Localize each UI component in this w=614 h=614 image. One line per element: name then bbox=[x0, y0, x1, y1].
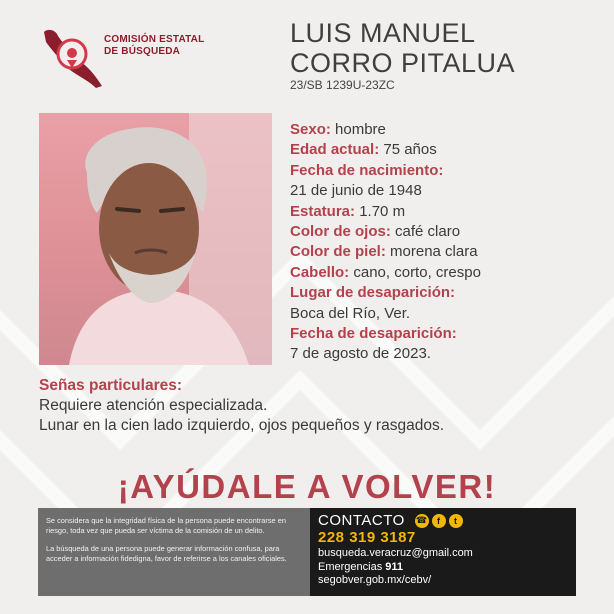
name-line2: CORRO PITALUA bbox=[290, 48, 516, 78]
distinguishing-marks bbox=[39, 376, 599, 436]
disclaimer-p1: Se considera que la integridad física de la persona puede encontrarse en riesgo, toda vez que pueda ser víctima de la comisión de un delito. bbox=[46, 516, 286, 535]
senas-label: Señas particulares: bbox=[39, 377, 183, 394]
logo-text bbox=[104, 34, 204, 58]
fecha-value: 7 de agosto de 2023. bbox=[290, 345, 431, 363]
emergency-line bbox=[318, 561, 568, 575]
emergencias-number[interactable]: 911 bbox=[385, 560, 404, 573]
senas-line1: Requiere atención especializada. bbox=[39, 397, 268, 414]
disclaimer bbox=[38, 508, 310, 596]
nacimiento-value: 21 de junio de 1948 bbox=[290, 182, 422, 200]
emergencias-label: Emergencias bbox=[318, 560, 383, 573]
logo-line1: COMISIÓN ESTATAL bbox=[104, 34, 205, 45]
contact-phone[interactable]: 228 319 3187 bbox=[318, 529, 416, 546]
edad-value: 75 años bbox=[383, 141, 437, 159]
logo bbox=[38, 24, 218, 94]
piel-label: Color de piel: bbox=[290, 243, 386, 261]
sexo-label: Sexo: bbox=[290, 121, 331, 138]
detail-estatura bbox=[290, 202, 600, 222]
edad-label: Edad actual: bbox=[290, 141, 380, 159]
detail-ojos bbox=[290, 222, 600, 242]
call-to-action: ¡AYÚDALE A VOLVER! bbox=[117, 468, 497, 505]
estatura-label: Estatura: bbox=[290, 202, 356, 220]
contact-email[interactable]: busqueda.veracruz@gmail.com bbox=[318, 547, 473, 559]
senas-line2: Lunar en la cien lado izquierdo, ojos pequeños y rasgados. bbox=[39, 417, 444, 434]
sexo-value: hombre bbox=[335, 121, 386, 138]
estatura-value: 1.70 m bbox=[359, 202, 406, 220]
detail-sexo bbox=[290, 120, 600, 140]
contact-website[interactable]: segobver.gob.mx/cebv/ bbox=[318, 574, 432, 586]
lugar-label: Lugar de desaparición: bbox=[290, 284, 456, 302]
fecha-label: Fecha de desaparición: bbox=[290, 325, 457, 343]
facebook-icon[interactable]: f bbox=[432, 514, 446, 528]
nacimiento-label: Fecha de nacimiento: bbox=[290, 161, 444, 179]
veracruz-map-icon bbox=[38, 24, 108, 94]
cabello-value: cano, corto, crespo bbox=[353, 263, 481, 281]
logo-line2: DE BÚSQUEDA bbox=[104, 46, 181, 57]
twitter-icon[interactable]: t bbox=[449, 514, 463, 528]
footer bbox=[38, 508, 576, 596]
detail-cabello bbox=[290, 263, 600, 283]
person-photo bbox=[39, 113, 272, 365]
contact-box bbox=[310, 508, 576, 596]
ojos-label: Color de ojos: bbox=[290, 223, 391, 241]
disclaimer-p2: La búsqueda de una persona puede generar información confusa, para acceder a información fidedigna, favor de referirse a los canales oficiales. bbox=[46, 544, 287, 563]
detail-edad bbox=[290, 140, 600, 160]
person-name bbox=[290, 18, 515, 78]
ojos-value: café claro bbox=[395, 223, 461, 241]
piel-value: morena clara bbox=[390, 243, 478, 261]
cabello-label: Cabello: bbox=[290, 263, 350, 281]
contact-title: CONTACTO bbox=[318, 512, 405, 529]
portrait-illustration bbox=[39, 113, 272, 365]
contact-header bbox=[318, 512, 568, 529]
phone-icon[interactable]: ☎ bbox=[415, 514, 429, 528]
folio: 23/SB 1239U-23ZC bbox=[290, 78, 395, 92]
lugar-value: Boca del Río, Ver. bbox=[290, 304, 411, 322]
detail-piel bbox=[290, 242, 600, 262]
details-list bbox=[290, 120, 600, 365]
name-line1: LUIS MANUEL bbox=[290, 18, 476, 48]
